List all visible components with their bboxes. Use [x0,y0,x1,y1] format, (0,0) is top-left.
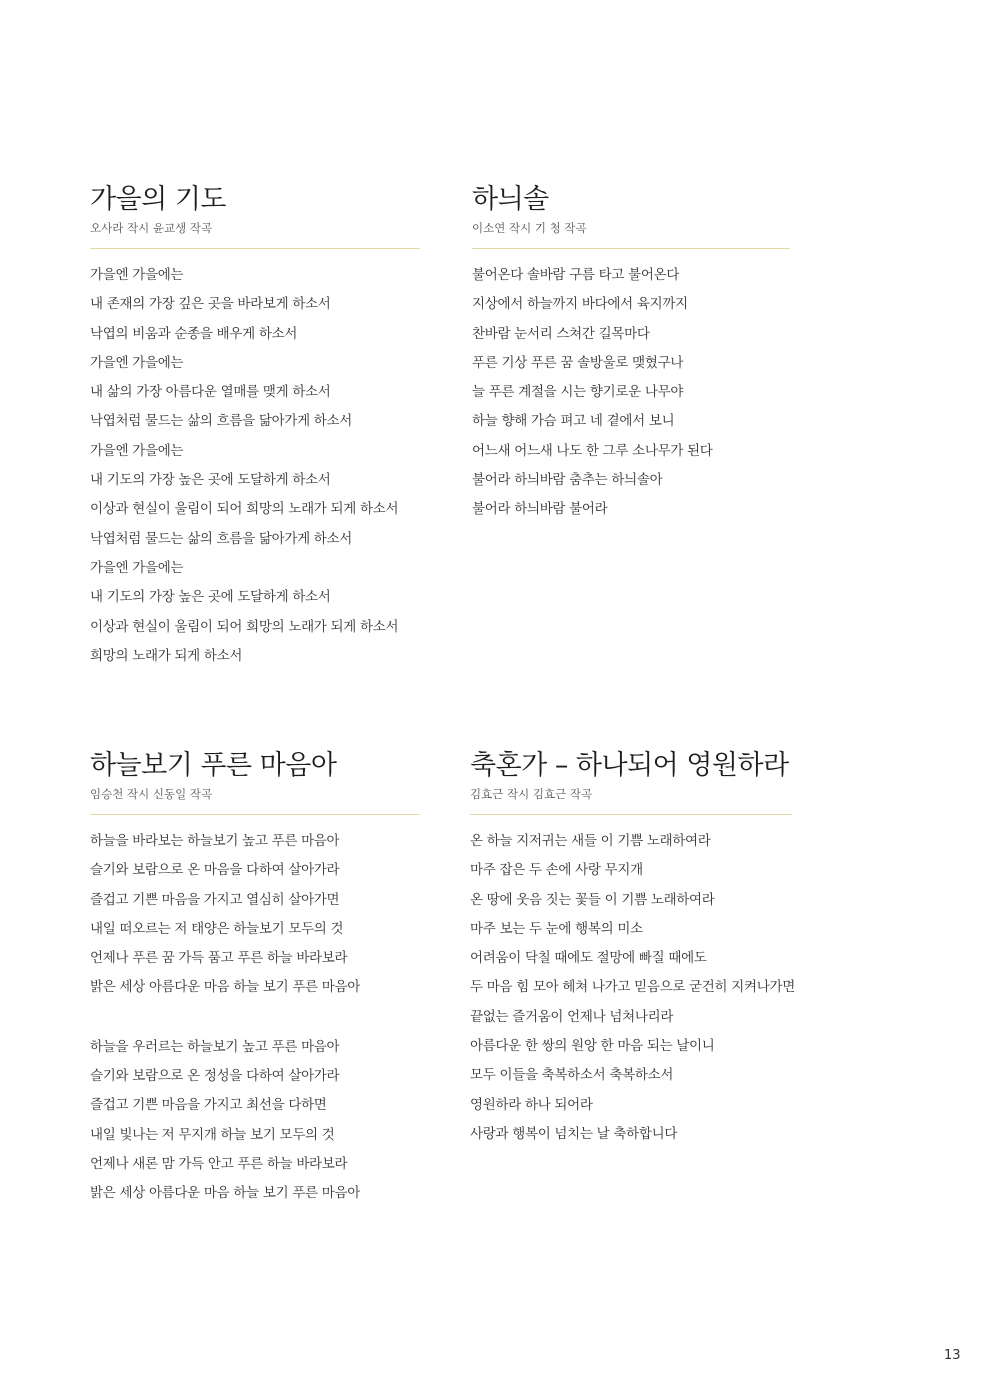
poem-chukhonga [470,748,830,1149]
poem-line: 가을엔 가을에는 [90,354,184,371]
poem-credit: 김효근 작시 김효근 작곡 [470,787,593,801]
poem-hanuisol [472,182,802,525]
poem-line: 늘 푸른 계절을 시는 향기로운 나무야 [472,384,684,401]
poem-line: 하늘을 바라보는 하늘보기 높고 푸른 마음아 [90,833,340,849]
poem-line: 내일 떠오르는 저 태양은 하늘보기 모두의 것 [90,920,344,937]
poem-title: 하늬솔 [472,184,549,215]
poem-line: 영원하라 하나 되어라 [470,1096,593,1113]
poem-title: 축혼가 – 하나되어 영원하라 [470,750,789,781]
poem-line: 내 기도의 가장 높은 곳에 도달하게 하소서 [90,472,331,489]
poem-title: 가을의 기도 [90,184,226,215]
poem-line: 찬바람 눈서리 스쳐간 길목마다 [472,325,650,342]
poem-credit: 오사라 작시 윤교생 작곡 [90,221,213,235]
poem-line: 온 하늘 지저귀는 새들 이 기쁨 노래하여라 [470,833,711,849]
poem-line: 가을엔 가을에는 [90,559,184,576]
poem-line: 어느새 어느새 나도 한 그루 소나무가 된다 [472,442,713,459]
poem-line: 마주 보는 두 눈에 행복의 미소 [470,920,643,937]
poem-line: 내 존재의 가장 깊은 곳을 바라보게 하소서 [90,296,331,313]
poem-line: 내 기도의 가장 높은 곳에 도달하게 하소서 [90,589,331,606]
poem-lines-stanza-2 [90,1033,420,1209]
poem-line: 이상과 현실이 울림이 되어 희망의 노래가 되게 하소서 [90,501,399,518]
poem-line: 슬기와 보람으로 온 정성을 다하여 살아가라 [90,1068,340,1085]
poem-title: 하늘보기 푸른 마음아 [90,750,337,781]
divider [90,248,420,249]
poem-credit: 이소연 작시 기 청 작곡 [472,221,587,235]
poem-lines [470,827,830,1149]
poem-lines [90,261,420,671]
poem-line: 푸른 기상 푸른 꿈 솔방울로 맺혔구나 [472,354,684,371]
poem-line: 밝은 세상 아름다운 마음 하늘 보기 푸른 마음아 [90,1185,361,1202]
poem-line: 가을엔 가을에는 [90,267,184,283]
poem-line: 슬기와 보람으로 온 마음을 다하여 살아가라 [90,862,340,879]
poem-line: 아름다운 한 쌍의 원앙 한 마음 되는 날이니 [470,1038,715,1055]
poem-line: 낙엽처럼 물드는 삶의 흐름을 닮아가게 하소서 [90,530,353,547]
poem-line: 가을엔 가을에는 [90,442,184,459]
poem-line: 내 삶의 가장 아름다운 열매를 맺게 하소서 [90,384,331,401]
poem-line: 하늘을 우러르는 하늘보기 높고 푸른 마음아 [90,1038,340,1055]
poem-line: 내일 빛나는 저 무지개 하늘 보기 모두의 것 [90,1126,335,1143]
poem-line: 밝은 세상 아름다운 마음 하늘 보기 푸른 마음아 [90,979,361,996]
divider [472,248,790,249]
poem-line: 낙엽처럼 물드는 삶의 흐름을 닮아가게 하소서 [90,413,353,430]
page-number: 13 [944,1348,961,1363]
poem-line: 언제나 푸른 꿈 가득 품고 푸른 하늘 바라보라 [90,950,348,967]
poem-line: 불어온다 솔바람 구름 타고 불어온다 [472,267,680,283]
poem-lines [472,261,802,525]
divider [90,814,420,815]
poem-haneulbogi [90,748,420,1209]
poem-line: 이상과 현실이 울림이 되어 희망의 노래가 되게 하소서 [90,618,399,635]
poem-line: 즐겁고 기쁜 마음을 가지고 최선을 다하면 [90,1097,327,1114]
poem-line: 지상에서 하늘까지 바다에서 육지까지 [472,296,688,313]
poem-line: 불어라 하늬바람 춤추는 하늬솔아 [472,472,663,489]
stanza-break [90,1003,420,1033]
poem-line: 모두 이들을 축복하소서 축복하소서 [470,1067,674,1084]
poem-gaeul-ui-gido [90,182,420,671]
poem-line: 온 땅에 웃음 짓는 꽃들 이 기쁨 노래하여라 [470,891,715,908]
poem-line: 즐겁고 기쁜 마음을 가지고 열심히 살아가면 [90,891,340,908]
poem-line: 언제나 새론 맘 가득 안고 푸른 하늘 바라보라 [90,1155,348,1172]
poem-credit: 임승천 작시 신동일 작곡 [90,787,213,801]
poem-line: 마주 잡은 두 손에 사랑 무지개 [470,862,643,879]
poem-line: 하늘 향해 가슴 펴고 네 곁에서 보니 [472,413,675,430]
divider [470,814,792,815]
poem-line: 어려움이 닥칠 때에도 절망에 빠질 때에도 [470,950,707,967]
poem-line: 불어라 하늬바람 불어라 [472,501,608,518]
poem-line: 두 마음 힘 모아 헤쳐 나가고 믿음으로 굳건히 지켜나가면 [470,979,795,996]
poem-lines [90,827,420,1003]
poem-line: 희망의 노래가 되게 하소서 [90,647,243,664]
poem-line: 끝없는 즐거움이 언제나 넘쳐나리라 [470,1008,674,1025]
poem-line: 사랑과 행복이 넘치는 날 축하합니다 [470,1125,678,1142]
poem-line: 낙엽의 비움과 순종을 배우게 하소서 [90,325,298,342]
